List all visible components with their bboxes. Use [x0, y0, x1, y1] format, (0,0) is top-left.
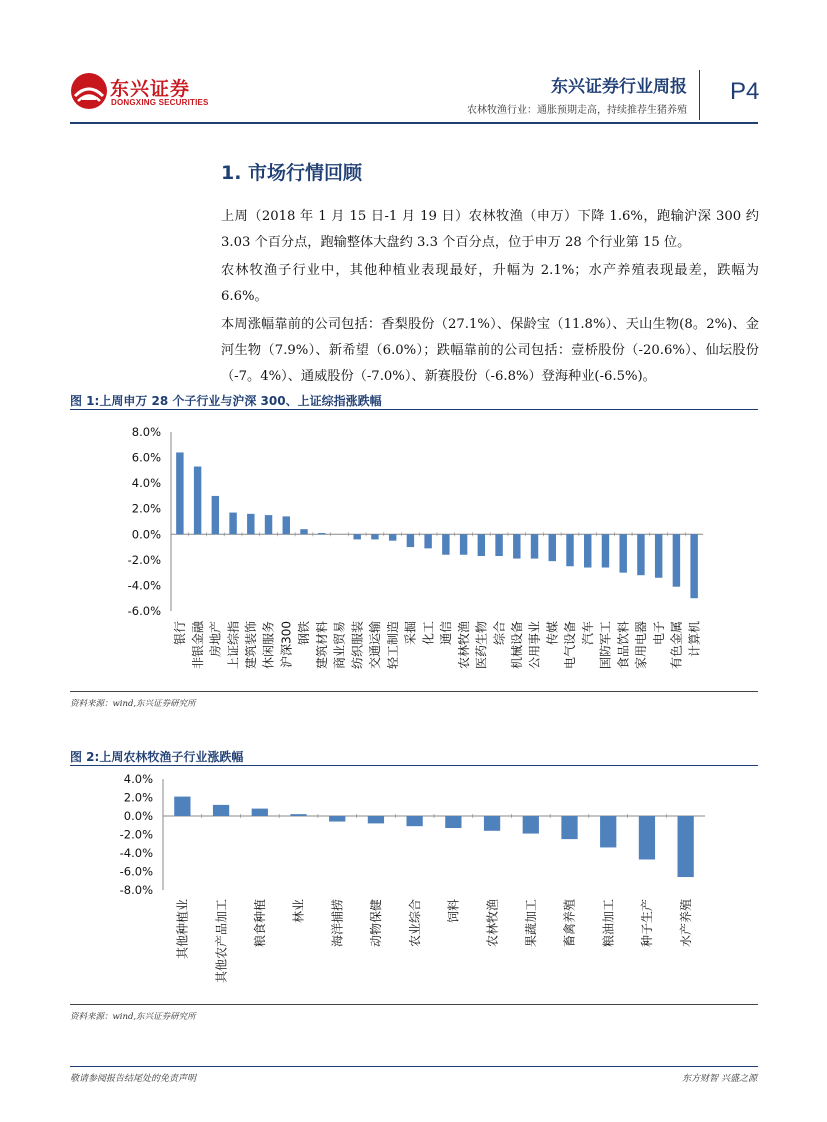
bar — [549, 534, 556, 561]
category-label: 有色金属 — [669, 621, 684, 670]
bar — [602, 534, 609, 567]
category-label: 房地产 — [208, 621, 223, 658]
bar — [484, 816, 500, 831]
y-tick-label: 2.0% — [131, 501, 161, 516]
category-label: 商业贸易 — [332, 621, 347, 670]
category-label: 粮油加工 — [601, 899, 616, 948]
company-logo — [70, 72, 209, 112]
report-title: 东兴证券行业周报 — [551, 77, 687, 97]
category-label: 饲料 — [446, 899, 461, 924]
bar — [174, 797, 190, 816]
chart-industry-returns — [70, 412, 758, 694]
category-label: 海洋捕捞 — [330, 899, 345, 948]
category-label: 综合 — [492, 621, 507, 646]
y-tick-label: 4.0% — [123, 772, 153, 786]
bar — [445, 816, 461, 828]
category-label: 传媒 — [545, 621, 560, 646]
bar — [619, 534, 626, 572]
bar — [329, 816, 345, 822]
bar — [442, 534, 449, 554]
category-label: 沪深300 — [279, 621, 294, 668]
bar — [252, 809, 268, 816]
category-label: 国防军工 — [598, 621, 613, 670]
category-label: 果蔬加工 — [523, 899, 538, 948]
y-tick-label: 2.0% — [123, 790, 153, 805]
report-subtitle: 农林牧渔行业：通胀预期走高，持续推荐生猪养殖 — [467, 105, 687, 116]
category-label: 银行 — [173, 621, 188, 646]
bar — [673, 534, 680, 586]
bar — [300, 529, 307, 534]
bar — [495, 534, 502, 556]
bar — [531, 534, 538, 558]
category-label: 轻工制造 — [385, 621, 400, 670]
bar — [513, 534, 520, 558]
y-tick-label: -8.0% — [119, 883, 153, 897]
y-tick-label: 8.0% — [131, 425, 161, 439]
bar — [368, 816, 384, 823]
bar — [229, 513, 236, 535]
bar — [584, 534, 591, 567]
category-label: 电气设备 — [563, 621, 578, 670]
y-tick-label: -4.0% — [127, 578, 161, 593]
y-tick-label: -2.0% — [127, 552, 161, 567]
category-label: 种子生产 — [640, 899, 655, 948]
category-label: 电子 — [651, 621, 666, 646]
category-label: 食品饮料 — [616, 621, 631, 670]
category-label: 计算机 — [687, 621, 702, 658]
bar — [247, 514, 254, 534]
bar — [561, 816, 577, 839]
bar — [478, 534, 485, 556]
category-label: 化工 — [421, 621, 436, 646]
category-label: 建筑装饰 — [244, 621, 258, 670]
figure2-caption: 图 2:上周农林牧渔子行业涨跌幅 — [70, 750, 244, 764]
y-tick-label: 0.0% — [131, 527, 161, 542]
bar — [212, 496, 219, 534]
bar — [690, 534, 697, 598]
y-tick-label: 0.0% — [123, 809, 153, 823]
bar — [566, 534, 573, 566]
section-title: 1. 市场行情回顾 — [221, 162, 363, 184]
category-label: 钢铁 — [297, 621, 312, 646]
category-label: 其他种植业 — [175, 899, 190, 960]
header-divider — [699, 70, 700, 120]
category-label: 农业综合 — [407, 899, 422, 948]
category-label: 采掘 — [403, 621, 418, 646]
footer-disclaimer: 敬请参阅报告结尾处的免责声明 — [70, 1074, 197, 1084]
category-label: 上证综指 — [226, 621, 241, 670]
bar — [290, 814, 306, 816]
figure2-source: 资料来源：wind,东兴证券研究所 — [70, 1012, 196, 1022]
figure2-rule — [70, 765, 758, 766]
y-tick-label: -6.0% — [127, 604, 161, 618]
figure1-caption: 图 1:上周申万 28 个子行业与沪深 300、上证综指涨跌幅 — [70, 394, 382, 408]
bar — [460, 534, 467, 554]
bar — [213, 805, 229, 816]
category-label: 医药生物 — [474, 621, 489, 670]
bar — [407, 816, 423, 826]
bar — [265, 515, 272, 534]
logo-emblem-icon — [70, 72, 108, 110]
bar — [639, 816, 655, 859]
y-tick-label: 4.0% — [131, 476, 161, 491]
logo-cn-text: 东兴证券 — [110, 78, 191, 100]
bar — [318, 533, 325, 534]
category-label: 农林牧渔 — [485, 899, 500, 948]
category-label: 家用电器 — [634, 621, 649, 670]
y-tick-label: 6.0% — [131, 450, 161, 465]
figure1-rule — [70, 409, 758, 410]
bar — [389, 534, 396, 540]
bar — [194, 467, 201, 535]
header-rule — [70, 122, 758, 124]
category-label: 非银金融 — [190, 621, 205, 670]
category-label: 粮食种植 — [252, 899, 267, 948]
paragraph-2: 农林牧渔子行业中，其他种植业表现最好，升幅为 2.1%；水产养殖表现最差，跌幅为 6.6%。 — [221, 263, 759, 304]
bar — [600, 816, 616, 847]
category-label: 畜禽养殖 — [562, 899, 577, 948]
paragraph-3: 本周涨幅靠前的公司包括：香梨股份（27.1%）、保龄宝（11.8%）、天山生物(8。2%)、金河生物（7.9%）、新希望（6.0%）；跌幅靠前的公司包括：壹桥股份（-20.6%）、仙坛股份（-7。4%）、通威股份（-7.0%）、新赛股份（-6.8%）登海种业(-6.5%)。 — [221, 317, 759, 384]
y-tick-label: -4.0% — [119, 846, 153, 860]
category-label: 纺织服装 — [350, 621, 365, 670]
category-label: 休闲服务 — [261, 621, 276, 670]
bar — [678, 816, 694, 877]
category-label: 水产养殖 — [678, 899, 693, 948]
footer-slogan: 东方财智 兴盛之源 — [682, 1074, 757, 1084]
category-label: 通信 — [439, 621, 454, 646]
bar — [353, 534, 360, 539]
chart-subsector-returns — [70, 768, 758, 1004]
category-label: 农林牧渔 — [456, 621, 471, 670]
logo-en-text: DONGXING SECURITIES — [111, 98, 209, 107]
category-label: 汽车 — [580, 621, 595, 646]
bar — [407, 534, 414, 547]
paragraph-1: 上周（2018 年 1 月 15 日-1 月 19 日）农林牧渔（申万）下降 1.6%，跑输沪深 300 约 3.03 个百分点，跑输整体大盘约 3.3 个百分点，位于申万 28 个行业第 15 位。 — [221, 209, 759, 250]
y-tick-label: -2.0% — [119, 827, 153, 842]
figure1-source-rule — [70, 691, 758, 692]
bar — [637, 534, 644, 575]
category-label: 建筑材料 — [314, 621, 329, 670]
category-label: 公用事业 — [527, 621, 542, 670]
category-label: 动物保健 — [369, 899, 384, 948]
category-label: 林业 — [291, 899, 306, 924]
bar — [523, 816, 539, 834]
bar — [655, 534, 662, 577]
category-label: 交通运输 — [368, 621, 383, 670]
figure1-source: 资料来源：wind,东兴证券研究所 — [70, 699, 196, 709]
category-label: 机械设备 — [510, 621, 524, 670]
y-tick-label: -6.0% — [119, 864, 153, 879]
bar — [371, 534, 378, 539]
bar — [424, 534, 431, 548]
page-number: P4 — [730, 78, 760, 105]
footer-rule — [70, 1066, 758, 1067]
bar — [176, 452, 183, 534]
category-label: 其他农产品加工 — [214, 899, 229, 984]
figure2-source-rule — [70, 1004, 758, 1005]
bar — [283, 516, 290, 534]
